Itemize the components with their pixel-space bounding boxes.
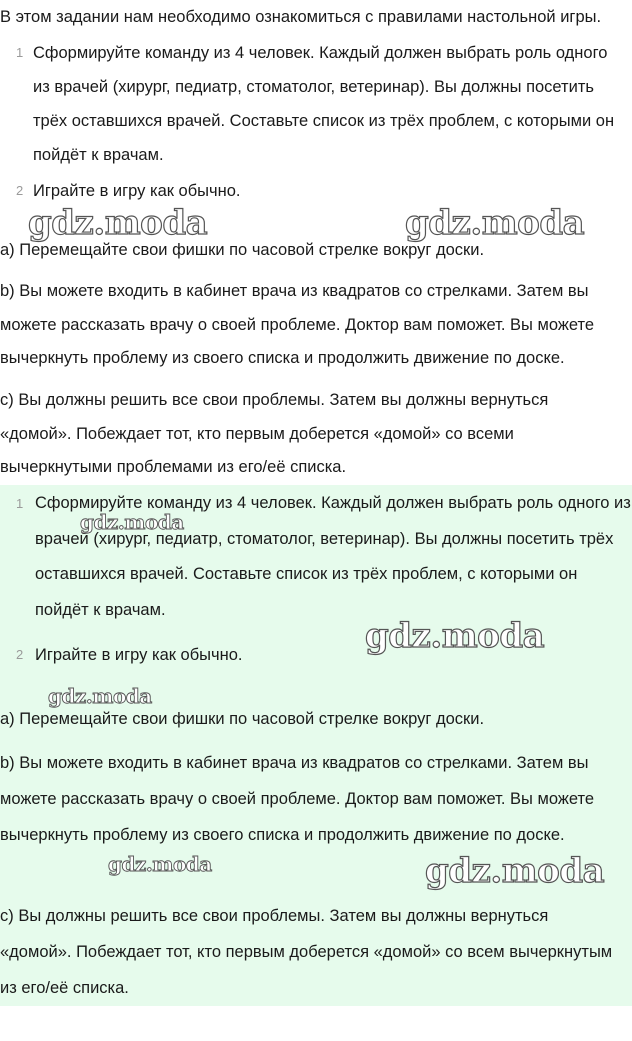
rule-paragraph-a: a) Перемещайте свои фишки по часовой стрелке вокруг доски. (0, 241, 485, 259)
list-item-text: Играйте в игру как обычно. (33, 182, 241, 200)
rule-paragraph-c: c) Вы должны решить все свои проблемы. Затем вы должны вернуться «домой». Побеждает тот, кто первым доберется «домой» со всем вычеркнутым из его/её списка. (0, 907, 613, 997)
watermark: gdz.moda (425, 851, 605, 891)
rule-paragraph-b: b) Вы можете входить в кабинет врача из квадратов со стрелками. Затем вы можете рассказать врачу о своей проблеме. Доктор вам поможет. Вы можете вычеркнуть проблему из своего списка и продолжить движение по доске. (0, 282, 595, 367)
list-item-1 (16, 36, 624, 172)
watermark: gdz.moda (405, 203, 585, 243)
watermark: gdz.moda (28, 203, 208, 243)
list-number: 2 (16, 183, 24, 198)
watermark: gdz.moda (365, 616, 545, 656)
list-item-text: Сформируйте команду из 4 человек. Каждый должен выбрать роль одного из врачей (хирург, педиатр, стоматолог, ветеринар). Вы должны посетить трёх оставшихся врачей. Составьте список из трёх проблем, с которыми он пойдёт к врачам. (33, 44, 615, 164)
list-item-1 (16, 486, 632, 628)
list-item-text: Сформируйте команду из 4 человек. Каждый должен выбрать роль одного из врачей (хирург, педиатр, стоматолог, ветеринар). Вы должны посетить трёх оставшихся врачей. Составьте список из трёх проблем, с которыми он пойдёт к врачам. (35, 494, 631, 619)
watermark: gdz.moda (80, 510, 184, 534)
watermark: gdz.moda (48, 684, 152, 708)
list-item-text: Играйте в игру как обычно. (35, 646, 243, 664)
intro-text: В этом задании нам необходимо ознакомиться с правилами настольной игры. (0, 8, 602, 26)
watermark: gdz.moda (108, 852, 212, 876)
rule-paragraph-c: c) Вы должны решить все свои проблемы. Затем вы должны вернуться «домой». Побеждает тот, кто первым доберется «домой» со всеми вычеркнутыми проблемами из его/её списка. (0, 391, 549, 476)
rule-paragraph-a: a) Перемещайте свои фишки по часовой стрелке вокруг доски. (0, 710, 485, 728)
rule-paragraph-b: b) Вы можете входить в кабинет врача из квадратов со стрелками. Затем вы можете рассказать врачу о своей проблеме. Доктор вам поможет. Вы можете вычеркнуть проблему из своего списка и продолжить движение по доске. (0, 754, 595, 844)
list-number: 1 (16, 45, 24, 60)
list-number: 2 (16, 647, 24, 662)
list-number: 1 (16, 496, 24, 511)
